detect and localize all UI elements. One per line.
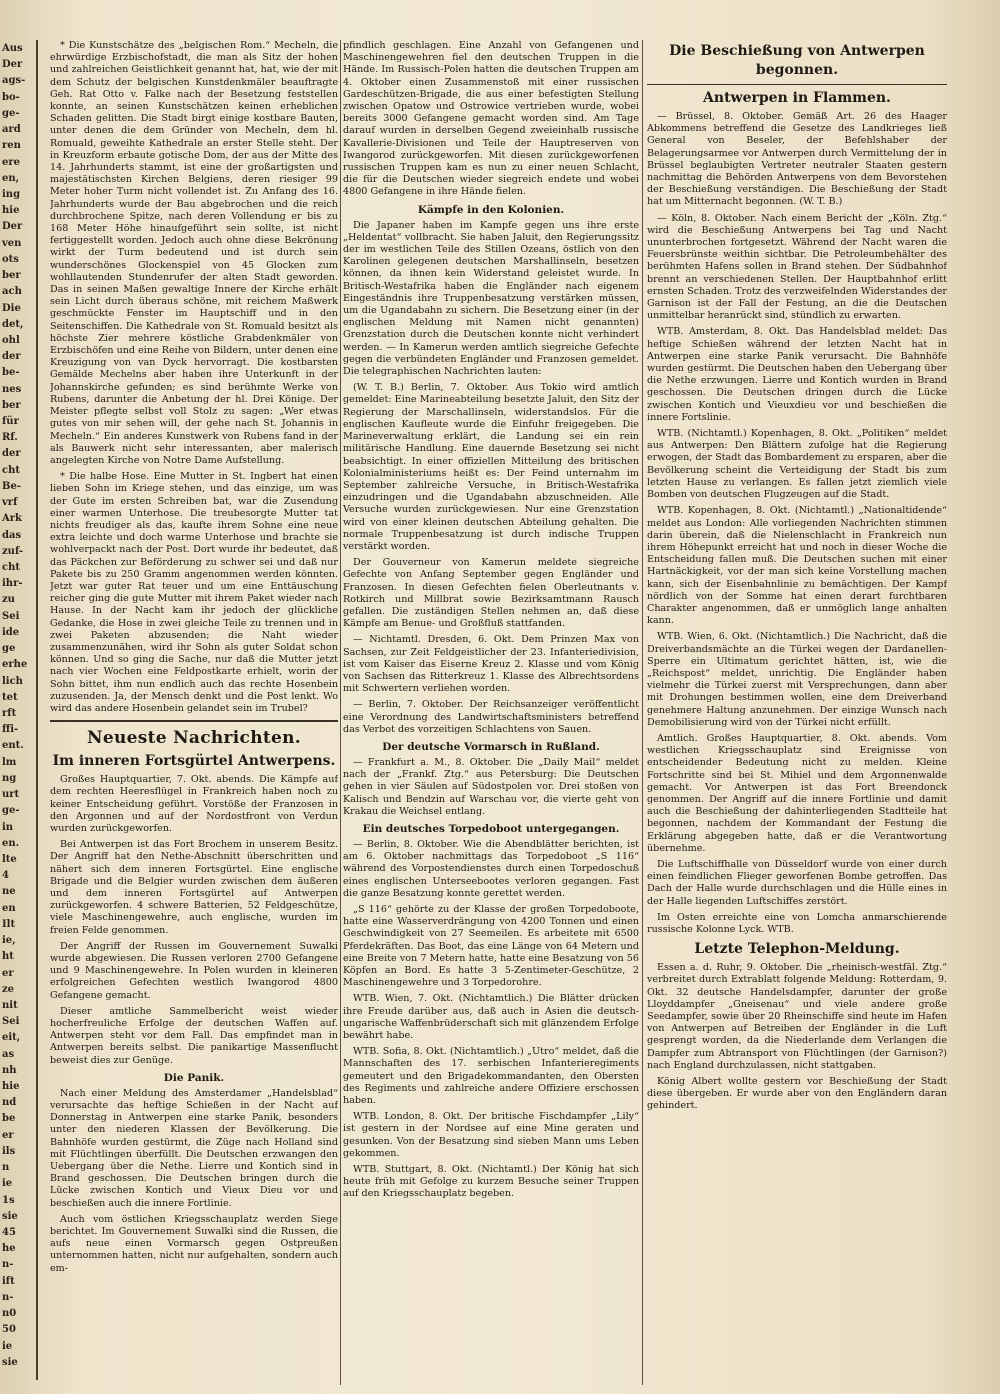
article-oestlich: Auch vom östlichen Kriegsschauplatz werden Siege berichtet. Im Gouvernement Suwalki sind die Russen, die aufs neue einen Vormarsch gegen Ostpreußen unternommen hatten, nicht nur aufgehalten, sondern auch em- (50, 1213, 338, 1274)
heading-torpedoboot: Ein deutsches Torpedoboot untergegangen. (362, 822, 620, 835)
edge-fragment: be (2, 1113, 16, 1124)
edge-fragment: en, (2, 173, 20, 184)
edge-fragment: 50 (2, 1324, 16, 1335)
edge-fragment: ne (2, 886, 16, 897)
edge-fragment: ift (2, 1276, 15, 1287)
heading-flammen: Antwerpen in Flammen. (703, 90, 891, 106)
edge-fragment: ags- (2, 75, 26, 86)
item-frankfurt: — Frankfurt a. M., 8. Oktober. Die „Daily Mail“ meldet nach der „Frankf. Ztg.“ aus Petersburg: Die Deutschen gehen in vier Säulen auf Südostpolen vor. Drei stoßen von Kalisch und Bendzin auf Warschau vor, die vierte geht von Krakau die Weichsel entlang. (343, 756, 639, 817)
report-duesseldorf: Die Luftschiffhalle von Düsseldorf wurde von einer durch einen feindlichen Flieger geworfenen Bombe getroffen. Das Dach der Halle wurde durchschlagen und die Hülle eines in der Halle liegenden Luftschiffes zerstört. (647, 858, 947, 907)
divider (647, 84, 947, 85)
edge-fragment: en (2, 903, 16, 914)
report-berlin-tokio: (W. T. B.) Berlin, 7. Oktober. Aus Tokio wird amtlich gemeldet: Eine Marineabteilung besetzte Jaluit, den Sitz der Regierung der Marschallinseln, widerstandslos. Für die englischen Kaufleute wurde die Einfuhr freigegeben. Die Marineverwaltung erklärt, die Landung sei ein rein militärische Handlung. Eine dauernde Besetzung sei nicht beabsichtigt. In einer offiziellen Mitteilung des britischen Kolonialministeriums heißt es: Der Feind unternahm im September zahlreiche Versuche, in Britisch-Westafrika einzudringen und die Ugandabahn abzuschneiden. Alle Versuche wurden zurückgewiesen. Nur eine Grenzstation wird von einer kleinen deutschen Abteilung gehalten. Die normale Truppenbesatzung ist durch indische Truppen verstärkt worden. (343, 382, 639, 552)
edge-fragment: vrf (2, 497, 18, 508)
item-dresden: — Nichtamtl. Dresden, 6. Okt. Dem Prinzen Max von Sachsen, zur Zeit Feldgeistlicher der 23. Infanteriedivision, ist vom Kaiser das Eiserne Kreuz 2. Klasse und vom König von Sachsen das Ritterkreuz 1. Klasse des Albrechtsordens mit Schwertern verliehen worden. (343, 634, 639, 695)
item-sofia: WTB. Sofia, 8. Okt. (Nichtamtlich.) „Utro“ meldet, daß die Mannschaften des 17. serbischen Infanterieregiments gemeutert und den Brigadekommandanten, den Obersten des Regiments und zahlreiche andere Offiziere erschossen haben. (343, 1046, 639, 1107)
edge-fragment: sie (2, 1211, 18, 1222)
edge-fragment: das (2, 530, 22, 541)
edge-fragment: ze (2, 984, 15, 995)
report-kamerun: Der Gouverneur von Kamerun meldete siegreiche Gefechte von Anfang September gegen Engländer und Franzosen. In diesen Gefechten fielen Oberleutnants v. Rotkirch und Millbrat sowie Bezirksamtmann Rausch gefallen. Die zuständigen Stellen nehmen an, daß diese Kämpfe am Benue- und Großfluß stattfanden. (343, 557, 639, 630)
item-wien: WTB. Wien, 7. Okt. (Nichtamtlich.) Die Blätter drücken ihre Freude darüber aus, daß auch in Asien die deutsch-ungarische Waffenbrüderschaft sich mit glänzendem Erfolge bewährt habe. (343, 993, 639, 1042)
edge-fragment: ing (2, 189, 21, 200)
edge-fragment: ht (2, 951, 14, 962)
item-s116: „S 116“ gehörte zu der Klasse der großen Torpedoboote, hatte eine Wasserverdrängung von 4200 Tonnen und einen Geschwindigkeit von 27 Seemeilen. Es arbeitete mit 6500 Pferdekräften. Das Boot, das eine Länge von 64 Metern und eine Breite von 7 Metern hatte, hatte eine Besatzung von 56 Köpfen an Bord. Es hatte 3 5-Zentimeter-Geschütze, 2 Maschinengewehre und 3 Torpedorohre. (343, 904, 639, 989)
edge-fragment: der (2, 448, 21, 459)
edge-fragment: as (2, 1049, 15, 1060)
edge-fragment: zu (2, 594, 15, 605)
edge-fragment: n- (2, 1259, 14, 1270)
edge-fragment: nes (2, 384, 22, 395)
item-wien-tuerkei: WTB. Wien, 6. Okt. (Nichtamtlich.) Die Nachricht, daß die Dreiverbandsmächte an die Türkei wegen der Dardanellen-Sperre ein Ultimatum gerichtet hätten, ist, wie die „Reichspost“ meldet, unrichtig. Die Engländer haben vielmehr die Türkei zuerst mit Versprechungen, dann aber mit Drohungen bestimmen wollen, eine dem Dreiverband genehmere Haltung anzunehmen. Der einzige Wunsch nach Demobilisierung wird von der Türkei nicht erfüllt. (647, 631, 947, 728)
article-panik: Nach einer Meldung des Amsterdamer „Handelsblad“ verursachte das heftige Schießen in der Nacht auf Donnerstag in Antwerpen eine starke Panik, besonders unter den niederen Klassen der Bevölkerung. Die Bahnhöfe wurden gestürmt, die Züge nach Holland sind mit Flüchtlingen überfüllt. Die Deutschen erzwangen den Uebergang über die Nethe. Lierre und Kontich sind in Brand geschossen. Die Deutschen bringen durch die Lücke zwischen Kontich und Vieux Dieu vor und beschießen auch die innere Fortlinie. (50, 1087, 338, 1209)
edge-fragment: lm (2, 757, 17, 768)
edge-fragment: hie (2, 1081, 20, 1092)
column-1 (50, 40, 338, 1385)
column-2 (343, 40, 639, 1385)
report-hauptquartier: Großes Hauptquartier, 7. Okt. abends. Die Kämpfe auf dem rechten Heeresflügel in Frankreich haben noch zu keiner Entscheidung geführt. Vorstöße der Franzosen in den Argonnen und auf der Nordostfront von Verdun wurden zurückgeworfen. (50, 774, 338, 834)
edge-fragment: tet (2, 692, 18, 703)
edge-fragment: en. (2, 838, 20, 849)
report-russen: Der Angriff der Russen im Gouvernement Suwalki wurde abgewiesen. Die Russen verloren 2700 Gefangene und 9 Maschinengewehre. In Polen wurden in kleineren erfolgreichen Gefechten westlich Iwangorod 4800 Gefangene gemacht. (50, 940, 338, 1001)
edge-fragment: ge (2, 643, 16, 654)
edge-fragment: er (2, 968, 14, 979)
heading-fortsguertel: Im inneren Fortsgürtel Antwerpens. (52, 753, 336, 770)
column-rule-1 (340, 40, 341, 1385)
article-mecheln-art: * Die Kunstschätze des „belgischen Rom.“ Mecheln, die ehrwürdige Erzbischofstadt, die man als Sitz der hohen und zahlreichen Geistlichkeit genannt hat, hat, wie der mit dem Schutz der belgischen Kunstdenkmäler beauftragte Geh. Rat Otto v. Falke nach der Besetzung feststellen konnte, an seinen Kunstschätzen keinen erheblichen Schaden gelitten. Die Stadt birgt einige kostbare Bauten, unter denen die dem Gründer von Mecheln, dem hl. Romuald, geweihte Kathedrale an erster Stelle steht. Der in Kreuzform erbaute gotische Dom, der aus der Mitte des 14. Jahrhunderts stammt, ist eine der großartigsten und majestätischsten Kirchen Belgiens, deren riesiger 99 Meter hoher Turm nicht vollendet ist. Zu Anfang des 16. Jahrhunderts wurde der Bau abgebrochen und die reich durchbrochene Spitze, nach deren Vollendung er bis zu 168 Meter Höhe hinaufgeführt sein sollte, ist nicht fertiggestellt worden. Jedoch auch ohne diese Bekrönung wirkt der Turm bedeutend und ist durch sein wunderschönes Glockenspiel von 45 Glocken zum wohllautenden Stundenrufer der alten Stadt geworden. Das in seinen Maßen gewaltige Innere der Kirche erhält sein Licht durch überaus schöne, mit reichem Maßwerk geschmückte Fenster im Hauptschiff und in den Seitenschiffen. Die Kathedrale von St. Romuald besitzt als höchste Zier mehrere köstliche Grabdenkmäler von Erzbischöfen und eine Reihe von Bildern, unter denen eine Kreuzigung von van Dyck hervorragt. Die kostbarsten Gemälde Mechelns aber haben ihre Unterkunft in der Johannskirche gefunden; es sind berühmte Werke von Rubens, darunter die Anbetung der hl. Drei Könige. Der Meister pflegte selbst voll Stolz zu sagen: „Wer etwas gutes von mir sehen will, der gehe nach St. Johannis in Mecheln.“ Ein anderes Kunstwerk von Rubens fand in der als Bauwerk nicht sehr interessanten, aber malerisch angelegten Kirche von Notre Dame Aufstellung. (50, 40, 338, 466)
edge-fragment: ber (2, 270, 21, 281)
report-antwerpen: Bei Antwerpen ist das Fort Brochem in unserem Besitz. Der Angriff hat den Nethe-Abschnitt überschritten und nähert sich dem inneren Fortsgürtel. Eine englische Brigade und die Belgier wurden zwischen dem äußeren und dem inneren Fortsgürtel auf Antwerpen zurückgeworfen. 4 schwere Batterien, 52 Feldgeschütze, viele Maschinengewehre, auch englische, wurden im freien Felde genommen. (50, 839, 338, 936)
edge-fragment: nh (2, 1065, 17, 1076)
report-essen: Essen a. d. Ruhr, 9. Oktober. Die „rheinisch-westfäl. Ztg.“ verbreitet durch Extrablatt folgende Meldung: Rotterdam, 9. Okt. 32 deutsche Handelsdampfer, darunter der große Lloyddampfer „Gneisenau“ und viele andere große Seedampfer, sowie über 20 Rheinschiffe sind heute im Hafen von Antwerpen auf Betreiben der Engländer in die Luft gesprengt worden, da die Niederlande dem Verlangen die Dampfer zum Abtransport von Flüchtlingen (der Garnison?) nach England durchzulassen, nicht stattgaben. (647, 962, 947, 1071)
edge-fragment: he (2, 1243, 16, 1254)
item-torpedoboot: — Berlin, 8. Oktober. Wie die Abendblätter berichten, ist am 6. Oktober nachmittags das Torpedoboot „S 116“ während des Vorpostendienstes durch einen Torpedoschuß eines englischen Unterseebootes verloren gegangen. Fast die ganze Besatzung konnte gerettet werden. (343, 838, 639, 899)
edge-fragment: Der (2, 59, 23, 70)
article-halbe-hose: * Die halbe Hose. Eine Mutter in St. Ingbert hat einen lieben Sohn im Kriege stehen, und das einzige, um was der Gute im ersten Schreiben bat, war die Zusendung einer warmen Unterhose. Die treubesorgte Mutter tat nichts freudiger als das, kaufte ihrem Sohne eine neue extra leichte und doch warme Unterhose und brachte sie wohlverpackt nach der Post. Dort wurde ihr bedeutet, daß das Päckchen zur Beförderung zu schwer sei und daß nur Pakete bis zu 250 Gramm angenommen werden könnten. Jetzt war guter Rat teuer und um eine Enttäuschung reicher ging die gute Mutter mit ihrem Paket wieder nach Hause. In der Nacht kam ihr jedoch der glückliche Gedanke, die Hose in zwei gleiche Teile zu trennen und in zwei Paketen abzusenden; die Naht wieder zusammenzunähen, wird ihr Sohn als guter Soldat schon können. Und so ging die Sache, nur daß die Mutter jetzt nach vier Wochen eine Feldpostkarte erhielt, worin der Sohn bittet, ihm nun endlich auch das rechte Hosenbein zuzusenden. Ja, der Mensch denkt und die Post lenkt. Wo wird das andere Hosenbein gelandet sein im Trubel? (50, 471, 338, 714)
edge-fragment: ohl (2, 335, 20, 346)
edge-fragment: ihr- (2, 578, 23, 589)
edge-fragment: be- (2, 367, 20, 378)
heading-vormarsch: Der deutsche Vormarsch in Rußland. (382, 740, 600, 753)
edge-fragment: lich (2, 676, 23, 687)
edge-fragment: ffi- (2, 724, 19, 735)
article-continued: pfindlich geschlagen. Eine Anzahl von Gefangenen und Maschinengewehren fiel den deutschen Truppen in die Hände. Im Russisch-Polen hatten die deutschen Truppen am 4. Oktober einen Zusammenstoß mit einer russischen Gardeschützen-Brigade, die aus einer befestigten Stellung zwischen Opatow und Ostrowice vertrieben wurde, wobei bereits 3000 Gefangene gemacht worden sind. Am Tage darauf wurden in derselben Gegend zweieinhalb russische Kavallerie-Divisionen und Teile der Hauptreserven von Iwangorod zurückgeworfen. Mit diesen zurückgeworfenen russischen Truppen kam es nun zu einer neuen Schlacht, die für die Deutschen wieder siegreich endete und wobei 4800 Gefangene in ihre Hände fielen. (343, 40, 639, 198)
edge-fragment: lte (2, 854, 17, 865)
article-kolonien: Die Japaner haben im Kampfe gegen uns ihre erste „Heldentat“ vollbracht. Sie haben Jaluit, den Regierungssitz der im westlichen Teile des Stillen Ozeans, östlich von den Karolinen gelegenen deutschen Marshallinseln, besetzen können, da ihnen kein Widerstand geleistet wurde. In Britisch-Westafrika haben die Engländer nach eigenem Eingeständnis ihre Truppenbesatzung verstärken müssen, um die Ugandabahn zu sichern. Die Besetzung einer (in der englischen Meldung mit Namen nicht genannten) Grenzstation durch die Deutschen konnte nicht verhindert werden. — In Kamerun werden amtlich siegreiche Gefechte gegen die verbündeten Engländer und Franzosen gemeldet. Die telegraphischen Nachrichten lauten: (343, 219, 639, 378)
edge-fragment: rft (2, 708, 17, 719)
edge-fragment: ven (2, 238, 22, 249)
column-rule-2 (642, 40, 643, 1385)
heading-kolonien: Kämpfe in den Kolonien. (417, 203, 565, 216)
item-berlin-reichsanzeiger: — Berlin, 7. Oktober. Der Reichsanzeiger veröffentlicht eine Verordnung des Landwirtschaftsministers betreffend das Verbot des vorzeitigen Schlachtens von Sauen. (343, 699, 639, 735)
edge-fragment: Aus (2, 43, 23, 54)
edge-fragment: erhe (2, 659, 28, 670)
edge-fragment: ge- (2, 108, 20, 119)
heading-beschiessung: Die Beschießung von Antwerpen begonnen. (669, 43, 925, 78)
edge-fragment: ent. (2, 740, 24, 751)
edge-fragment: 45 (2, 1227, 16, 1238)
report-bruessel: — Brüssel, 8. Oktober. Gemäß Art. 26 des Haager Abkommens betreffend die Gesetze des Landkrieges ließ General von Beseler, der Befehlshaber der Belagerungsarmee vor Antwerpen durch Vermittelung der in Brüssel beglaubigten Vertreter neutraler Staaten gestern nachmittag die Behörden Antwerpens von dem Bevorstehen der Beschießung verständigen. Die Beschießung der Stadt hat um Mitternacht begonnen. (W. T. B.) (647, 111, 947, 208)
edge-fragment: ots (2, 254, 19, 265)
heading-panik: Die Panik. (163, 1071, 225, 1084)
report-koenig-albert: König Albert wollte gestern vor Beschießung der Stadt diese übergeben. Er wurde aber von den Engländern daran gehindert. (647, 1076, 947, 1112)
edge-fragment: Rf. (2, 432, 18, 443)
edge-fragment: ils (2, 1146, 16, 1157)
report-osten: Im Osten erreichte eine von Lomcha anmarschierende russische Kolonne Lyck. WTB. (647, 911, 947, 935)
edge-fragment: er (2, 1130, 14, 1141)
edge-fragment: n0 (2, 1308, 17, 1319)
left-edge-rule (36, 40, 38, 1380)
column-3 (647, 40, 947, 1385)
edge-fragment: nit (2, 1000, 18, 1011)
item-amsterdam: WTB. Amsterdam, 8. Okt. Das Handelsblad meldet: Das heftige Schießen während der letzten Nacht hat in Antwerpen eine starke Panik verursacht. Die Bahnhöfe wurden gestürmt. Die Deutschen haben den Uebergang über die Nethe erzwungen. Lierre und Kontich wurden in Brand geschossen. Die Deutschen dringen durch die Lücke zwischen Kontich und Vieuxdieu vor und beschießen die innere Fortslinie. (647, 326, 947, 423)
edge-fragment: Ilt (2, 919, 16, 930)
edge-fragment: cht (2, 562, 20, 573)
edge-fragment: für (2, 416, 19, 427)
edge-fragment: Sei (2, 1016, 20, 1027)
edge-fragment: nd (2, 1097, 17, 1108)
divider (50, 720, 338, 722)
item-koeln: — Köln, 8. Oktober. Nach einem Bericht der „Köln. Ztg.“ wird die Beschießung Antwerpens bei Tag und Nacht ununterbrochen fortgesetzt. Während der Nacht waren die Feuersbrünste weithin sichtbar. Die Petroleumbehälter des berühmten Hafens sollen in Brand stehen. Der Südbahnhof brennt an verschiedenen Stellen. Der Hauptbahnhof erlitt ernsten Schaden. Trotz des verzweifelnden Widerstandes der Garnison ist der Fall der Festung, an die die Deutschen unmittelbar heranrückt sind, stündlich zu erwarten. (647, 212, 947, 322)
edge-fragment: cht (2, 465, 20, 476)
edge-fragment: ng (2, 773, 17, 784)
edge-fragment: ere (2, 157, 20, 168)
edge-fragment: der (2, 351, 21, 362)
edge-fragment: in (2, 822, 14, 833)
edge-fragment: ach (2, 286, 22, 297)
section-heading-neueste: Neueste Nachrichten. (86, 728, 302, 749)
edge-fragment: hie (2, 205, 20, 216)
edge-fragment: ber (2, 400, 21, 411)
item-stuttgart: WTB. Stuttgart, 8. Okt. (Nichtamtl.) Der König hat sich heute früh mit Gefolge zu kurzem Besuche seiner Truppen auf den Kriegsschauplatz begeben. (343, 1164, 639, 1200)
edge-fragment: urt (2, 789, 20, 800)
edge-fragment: sie (2, 1357, 18, 1368)
edge-fragment: ard (2, 124, 21, 135)
report-amtlich: Amtlich. Großes Hauptquartier, 8. Okt. abends. Vom westlichen Kriegsschauplatz sind Ereignisse von entscheidender Bedeutung nicht zu melden. Kleine Fortschritte sind bei St. Mihiel und dem Argonnenwalde gemacht. Vor Antwerpen ist das Fort Breendonck genommen. Der Angriff auf die innere Fortlinie und damit auch die Beschießung der dahinterliegenden Stadtteile hat begonnen, nachdem der Kommandant der Festung die Erklärung abgegeben hatte, daß er die Verantwortung übernehme. (647, 732, 947, 854)
edge-fragment: Der (2, 221, 23, 232)
edge-fragment: det, (2, 319, 24, 330)
edge-fragment: 4 (2, 870, 9, 881)
item-kopenhagen-1: WTB. (Nichtamtl.) Kopenhagen, 8. Okt. „Politiken“ meldet aus Antwerpen: Den Blättern zufolge hat die Regierung erwogen, der Stadt das Bombardement zu ersparen, aber die Bevölkerung scheint die Verteidigung der Stadt bis zum letzten Hause zu verlangen. Es fallen jetzt ziemlich viele Bomben von deutschen Flugzeugen auf die Stadt. (647, 428, 947, 501)
edge-fragment: n (2, 1162, 10, 1173)
edge-fragment: ie (2, 1178, 13, 1189)
left-edge-fragments (0, 0, 44, 1394)
edge-fragment: ie (2, 1341, 13, 1352)
edge-fragment: Die (2, 303, 21, 314)
edge-fragment: ge- (2, 805, 20, 816)
comment-sammelbericht: Dieser amtliche Sammelbericht weist wieder hocherfreuliche Erfolge der deutschen Waffen auf. Antwerpen steht vor dem Fall. Das empfindet man in Antwerpen bereits selbst. Die panikartige Massenflucht beweist dies zur Genüge. (50, 1005, 338, 1066)
edge-fragment: bo- (2, 92, 20, 103)
edge-fragment: zuf- (2, 546, 24, 557)
edge-fragment: n- (2, 1292, 14, 1303)
edge-fragment: Ark (2, 513, 22, 524)
heading-telephon: Letzte Telephon-Meldung. (694, 941, 900, 958)
edge-fragment: eit, (2, 1032, 21, 1043)
edge-fragment: Sei (2, 611, 20, 622)
item-kopenhagen-2: WTB. Kopenhagen, 8. Okt. (Nichtamtl.) „Nationaltidende“ meldet aus London: Alle vorliegenden Nachrichten stimmen darin überein, daß die Nielenschlacht in Frankreich nun ihrem Höhepunkt erreicht hat und noch in dieser Woche die Entscheidung fallen muß. Die Deutschen suchen mit einer Hartnäckigkeit, vor der man sich keine Vorstellung machen kann, sich der Eisenbahnlinie zu bemächtigen. Der Kampf nördlich von der Somme hat einen derart furchtbaren Charakter angenommen, daß er unmöglich lange anhalten kann. (647, 505, 947, 627)
edge-fragment: ie, (2, 935, 16, 946)
edge-fragment: ide (2, 627, 20, 638)
edge-fragment: Be- (2, 481, 21, 492)
edge-fragment: 1s (2, 1195, 15, 1206)
item-london: WTB. London, 8. Okt. Der britische Fischdampfer „Lily“ ist gestern in der Nordsee auf eine Mine geraten und gesunken. Von der Besatzung sind sieben Mann ums Leben gekommen. (343, 1111, 639, 1159)
edge-fragment: ren (2, 140, 21, 151)
